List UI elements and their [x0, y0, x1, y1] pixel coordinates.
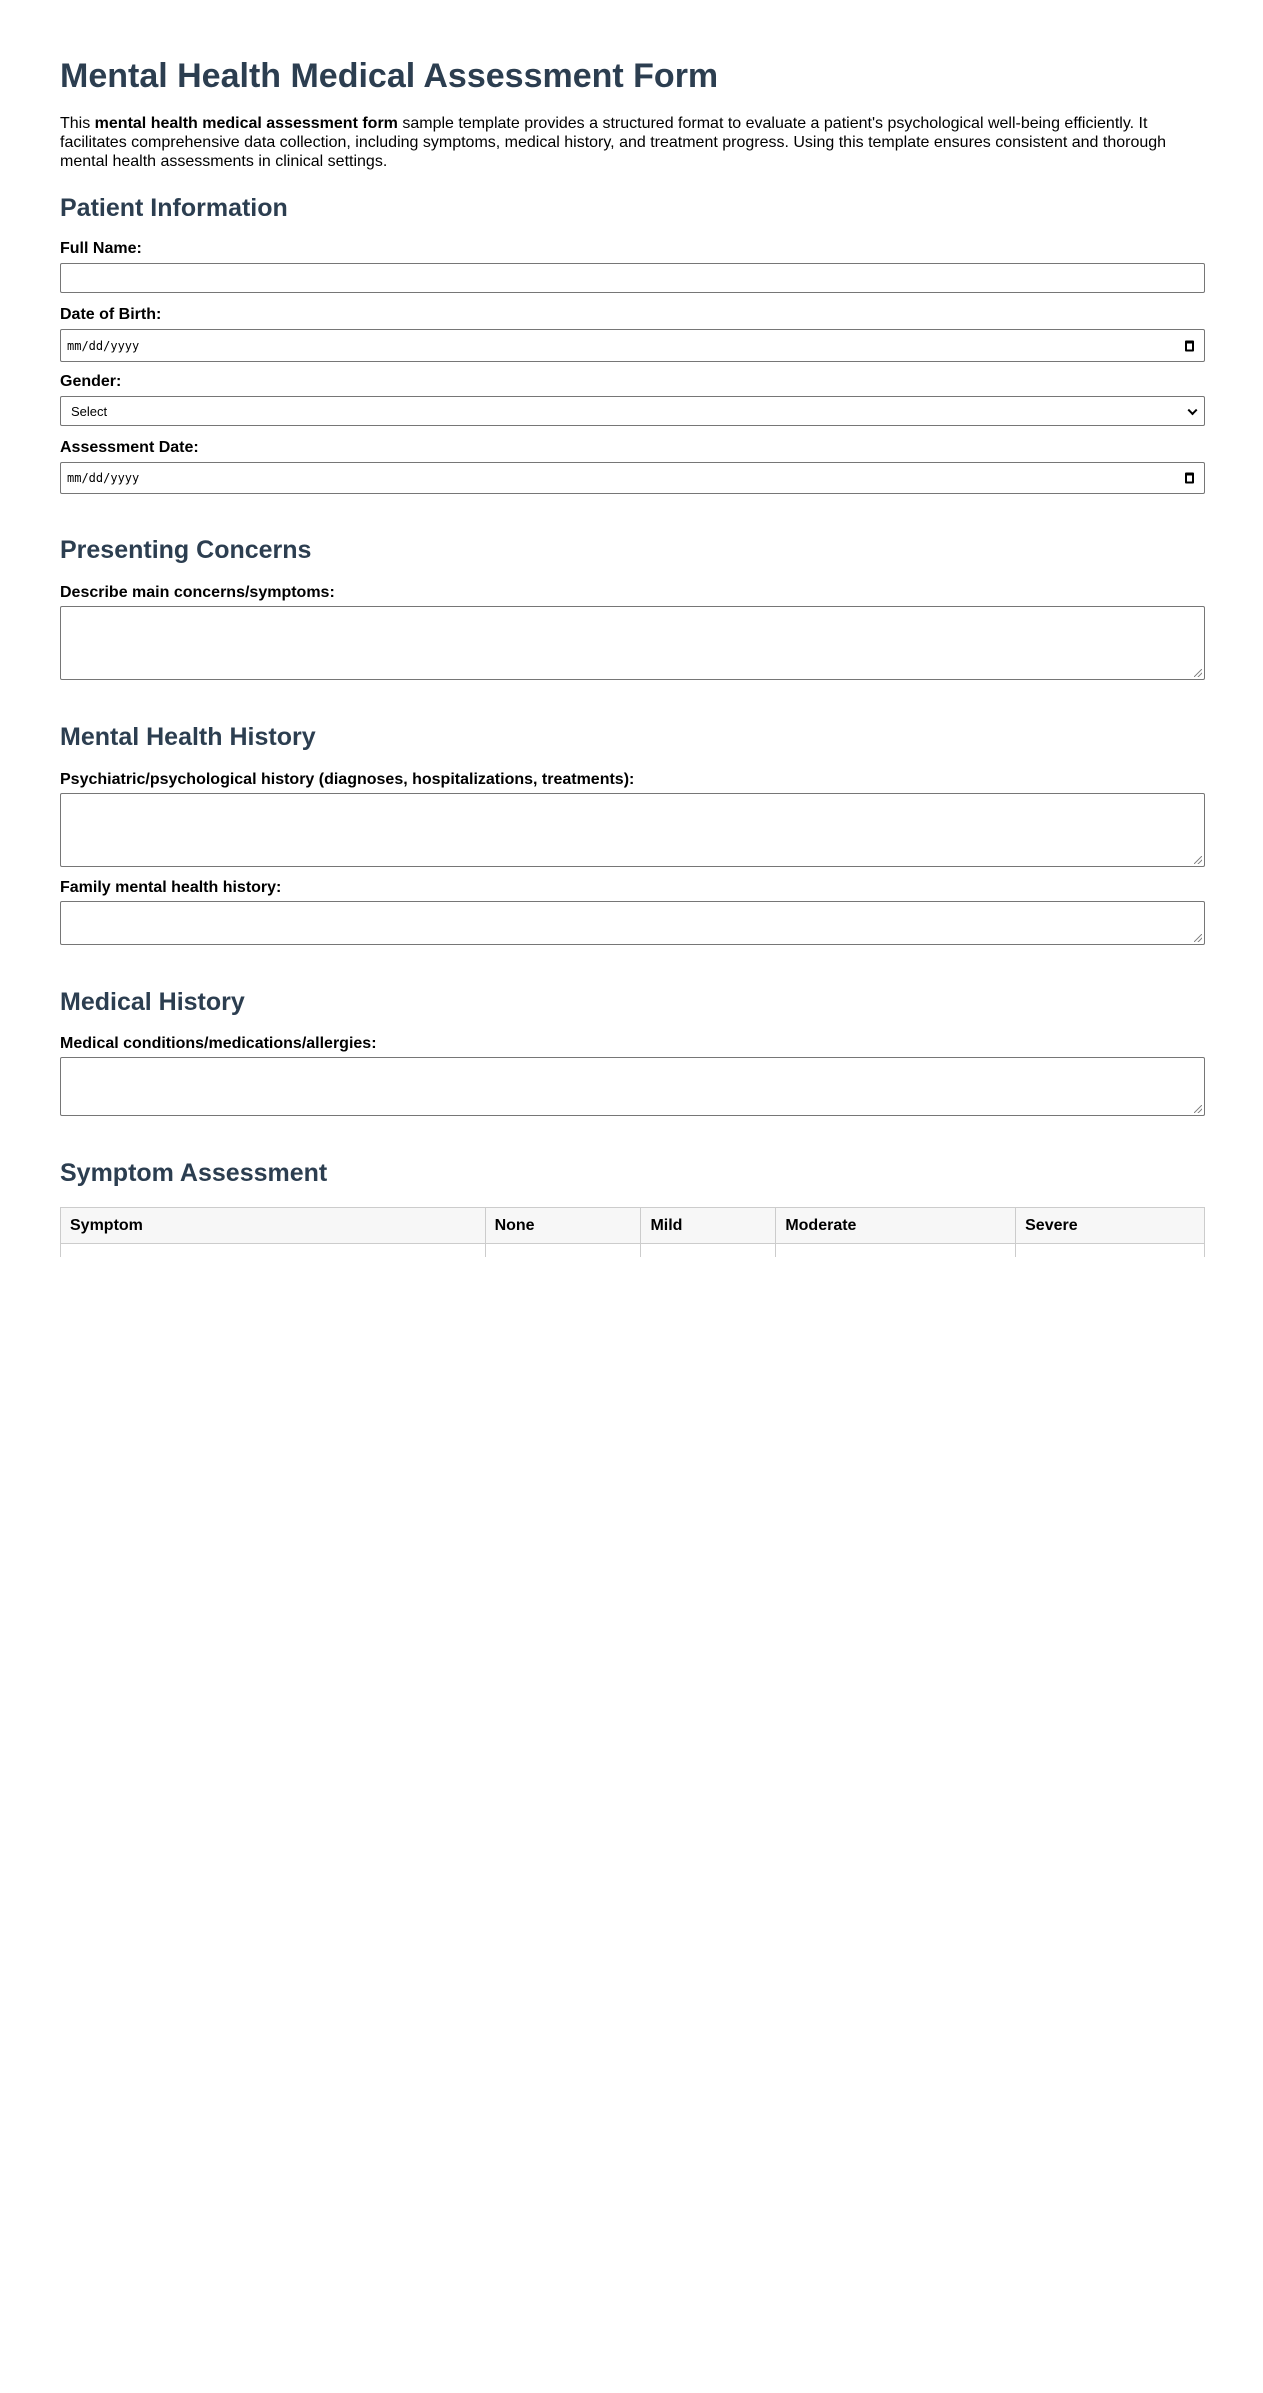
family-history-label: Family mental health history:	[60, 879, 282, 896]
table-cell	[485, 1244, 641, 1258]
section-symptom-assessment: Symptom Assessment	[60, 1159, 328, 1187]
assessment-date-placeholder: mm/dd/yyyy	[67, 471, 140, 485]
assessment-date-input[interactable]	[60, 462, 1205, 494]
calendar-icon[interactable]	[1185, 340, 1194, 351]
gender-selected-value: Select	[71, 403, 108, 419]
calendar-icon[interactable]	[1185, 473, 1194, 484]
section-medical-history: Medical History	[60, 988, 245, 1016]
full-name-input[interactable]	[60, 263, 1205, 293]
medical-conditions-textarea[interactable]	[60, 1057, 1205, 1116]
column-header-severe: Severe	[1016, 1208, 1205, 1244]
section-mental-health-history: Mental Health History	[60, 723, 316, 751]
assessment-date-label: Assessment Date:	[60, 439, 199, 456]
section-patient-information: Patient Information	[60, 194, 288, 222]
resize-handle-icon[interactable]	[1194, 669, 1202, 677]
column-header-symptom: Symptom	[61, 1208, 486, 1244]
intro-paragraph	[60, 114, 1205, 171]
concerns-label: Describe main concerns/symptoms:	[60, 584, 335, 601]
table-header-row	[61, 1208, 1205, 1244]
family-history-textarea[interactable]	[60, 901, 1205, 945]
column-header-moderate: Moderate	[776, 1208, 1016, 1244]
table-cell	[61, 1244, 486, 1258]
intro-bold: mental health medical assessment form	[94, 115, 398, 132]
resize-handle-icon[interactable]	[1194, 856, 1202, 864]
dob-label: Date of Birth:	[60, 306, 162, 323]
psych-history-textarea[interactable]	[60, 793, 1205, 867]
column-header-mild: Mild	[641, 1208, 776, 1244]
dob-input[interactable]	[60, 329, 1205, 362]
concerns-textarea[interactable]	[60, 606, 1205, 680]
full-name-label: Full Name:	[60, 240, 142, 257]
table-row	[61, 1244, 1205, 1258]
page-title: Mental Health Medical Assessment Form	[60, 57, 719, 95]
column-header-none: None	[485, 1208, 641, 1244]
chevron-down-icon	[1188, 405, 1198, 415]
intro-prefix: This	[60, 115, 95, 132]
resize-handle-icon[interactable]	[1194, 1105, 1202, 1113]
gender-select[interactable]	[60, 396, 1205, 426]
gender-label: Gender:	[60, 373, 122, 390]
resize-handle-icon[interactable]	[1194, 934, 1202, 942]
section-presenting-concerns: Presenting Concerns	[60, 536, 312, 564]
dob-placeholder: mm/dd/yyyy	[67, 338, 140, 353]
symptom-table	[60, 1207, 1205, 1257]
medical-conditions-label: Medical conditions/medications/allergies:	[60, 1035, 377, 1052]
table-cell	[641, 1244, 776, 1258]
psych-history-label: Psychiatric/psychological history (diagnoses, hospitalizations, treatments):	[60, 771, 635, 788]
table-cell	[1016, 1244, 1205, 1258]
table-cell	[776, 1244, 1016, 1258]
intro-suffix: sample template provides a structured format to evaluate a patient's psychological well-being efficiently. It facilitates comprehensive data collection, including symptoms, medical history, and treatment progress. Using this template ensures consistent and thorough mental health assessments in clinical settings.	[60, 115, 1167, 170]
